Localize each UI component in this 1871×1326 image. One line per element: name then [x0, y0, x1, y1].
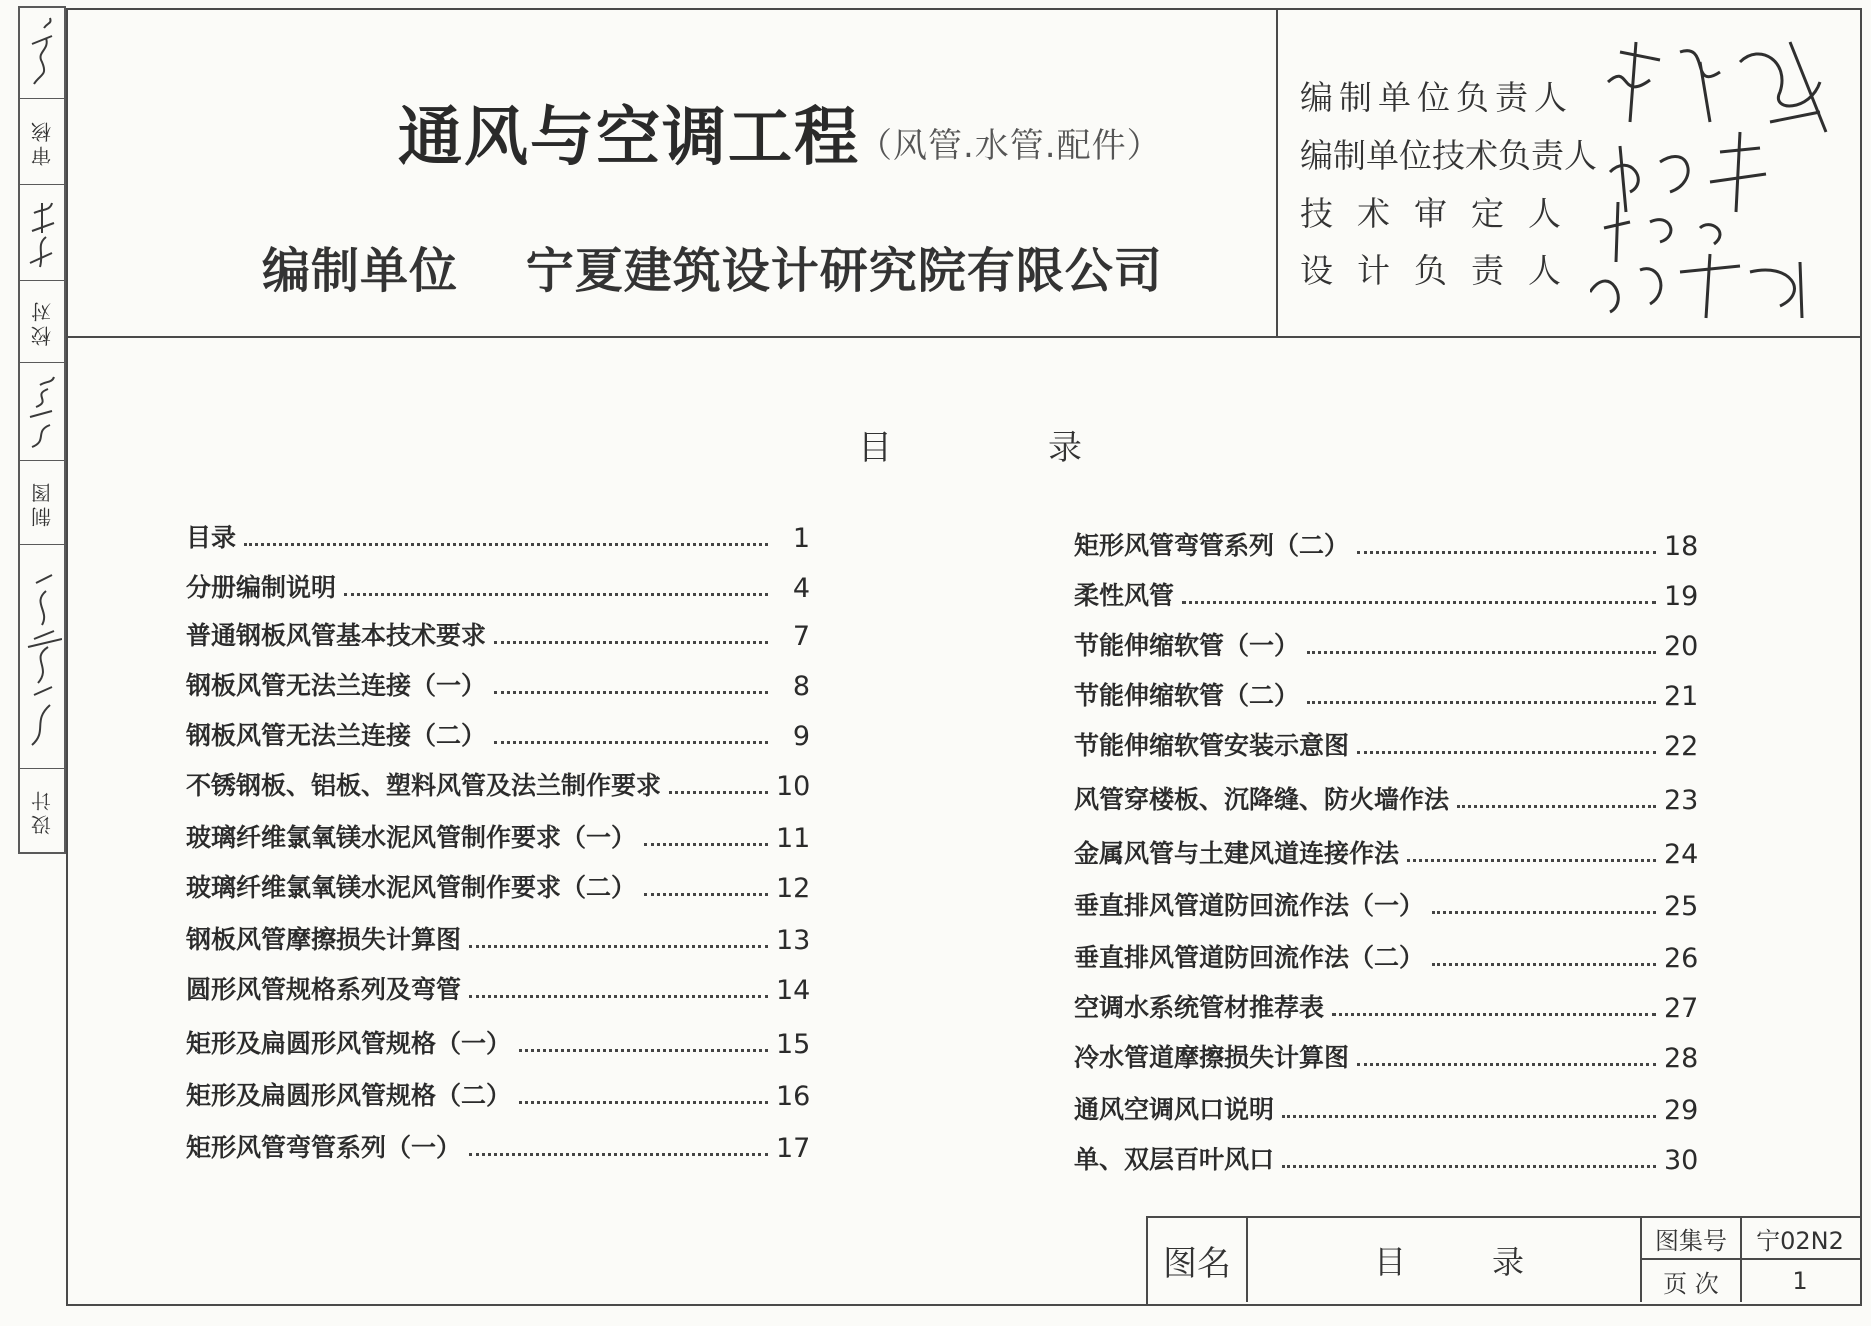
toc-entry-page: 15 — [776, 1029, 811, 1060]
toc-leader — [1357, 1063, 1656, 1066]
toc-entry-page: 7 — [792, 621, 810, 652]
signature-check — [22, 193, 62, 273]
toc-entry-title: 冷水管道摩擦损失计算图 — [1074, 1043, 1350, 1072]
toc-entry[interactable] — [186, 716, 810, 752]
toc-entry[interactable] — [186, 970, 810, 1006]
toc-leader — [1432, 911, 1656, 914]
toc-entry-page: 22 — [1664, 731, 1699, 762]
toc-entry-title: 不锈钢板、铝板、塑料风管及法兰制作要求 — [186, 771, 662, 800]
page-number-value: 1 — [1792, 1267, 1808, 1295]
toc-leader — [519, 1101, 768, 1104]
header-divider — [66, 336, 1860, 338]
toc-entry-title: 节能伸缩软管安装示意图 — [1074, 731, 1350, 760]
toc-entry[interactable] — [186, 868, 810, 904]
responsible-reviewer: 技术审定人 — [1300, 194, 1585, 233]
toc-entry-title: 金属风管与土建风道连接作法 — [1074, 839, 1400, 868]
toc-entry[interactable] — [1074, 1038, 1698, 1074]
organization-name: 宁夏建筑设计研究院有限公司 — [525, 243, 1163, 299]
toc-entry[interactable] — [1074, 988, 1698, 1024]
strip-cell-check-sign — [20, 184, 64, 280]
toc-entry-page: 12 — [776, 873, 811, 904]
drawing-name-label: 图名 — [1163, 1243, 1231, 1284]
toc-entry[interactable] — [1074, 726, 1698, 762]
toc-title-char-2: 录 — [1048, 428, 1082, 468]
strip-cell-draw-sign — [20, 362, 64, 460]
strip-label-design: 设计 — [30, 787, 55, 835]
toc-leader — [1407, 859, 1656, 862]
strip-cell-review-sign — [20, 8, 64, 98]
toc-entry-page: 25 — [1664, 891, 1699, 922]
drawing-name-char-1: 目 — [1373, 1243, 1406, 1281]
toc-entry[interactable] — [186, 568, 810, 604]
signature-draw — [22, 371, 62, 455]
atlas-number-label: 图集号 — [1655, 1226, 1727, 1255]
toc-entry[interactable] — [1074, 886, 1698, 922]
toc-leader — [494, 741, 768, 744]
strip-cell-check — [20, 280, 64, 362]
toc-entry[interactable] — [1074, 1140, 1698, 1176]
toc-entry[interactable] — [186, 518, 810, 554]
toc-entry-page: 29 — [1664, 1095, 1699, 1126]
toc-leader — [1182, 601, 1656, 604]
toc-leader — [644, 893, 768, 896]
toc-leader — [669, 791, 768, 794]
strip-label-review: 审核 — [30, 118, 55, 166]
toc-entry-title: 分册编制说明 — [186, 573, 337, 602]
toc-title-char-1: 目 — [858, 428, 892, 468]
toc-entry-page: 1 — [792, 523, 810, 554]
toc-entry-title: 空调水系统管材推荐表 — [1074, 993, 1325, 1022]
toc-entry[interactable] — [1074, 1090, 1698, 1126]
toc-entry-page: 9 — [792, 721, 810, 752]
strip-cell-review — [20, 98, 64, 184]
toc-entry-page: 11 — [776, 823, 811, 854]
toc-leader — [1307, 651, 1656, 654]
toc-entry-title: 通风空调风口说明 — [1074, 1095, 1275, 1124]
atlas-number-value: 宁02N2 — [1756, 1226, 1844, 1255]
page-subtitle: （风管.水管.配件） — [858, 126, 1162, 166]
toc-leader — [1357, 551, 1656, 554]
toc-entry[interactable] — [186, 920, 810, 956]
toc-entry-page: 20 — [1664, 631, 1699, 662]
toc-entry-title: 单、双层百叶风口 — [1074, 1145, 1275, 1174]
toc-entry-page: 18 — [1664, 531, 1699, 562]
toc-entry-page: 4 — [792, 573, 810, 604]
toc-entry[interactable] — [1074, 780, 1698, 816]
toc-entry-title: 垂直排风管道防回流作法（一） — [1074, 891, 1425, 920]
responsible-designer: 设计负责人 — [1300, 251, 1585, 290]
toc-leader — [494, 641, 768, 644]
toc-leader — [1432, 963, 1656, 966]
toc-leader — [469, 995, 768, 998]
toc-leader — [1357, 751, 1656, 754]
header-column-divider — [1276, 8, 1278, 336]
toc-leader — [494, 691, 768, 694]
title-block-divider — [1246, 1216, 1248, 1302]
toc-entry[interactable] — [1074, 576, 1698, 612]
page-number-label: 页 次 — [1663, 1269, 1719, 1298]
toc-entry-title: 矩形风管弯管系列（二） — [1074, 531, 1350, 560]
toc-entry-title: 普通钢板风管基本技术要求 — [186, 621, 487, 650]
margin-signature-strip — [18, 6, 66, 854]
toc-entry[interactable] — [1074, 526, 1698, 562]
toc-entry-title: 玻璃纤维氯氧镁水泥风管制作要求（二） — [186, 873, 637, 902]
header-signatures — [1590, 22, 1850, 322]
toc-entry[interactable] — [186, 666, 810, 702]
toc-entry-page: 26 — [1664, 943, 1699, 974]
toc-entry-page: 30 — [1664, 1145, 1699, 1176]
strip-label-check: 校对 — [30, 298, 55, 346]
toc-entry-title: 矩形及扁圆形风管规格（二） — [186, 1081, 512, 1110]
toc-entry[interactable] — [1074, 938, 1698, 974]
organization-line — [262, 232, 1163, 301]
toc-entry-page: 16 — [776, 1081, 811, 1112]
toc-entry-title: 钢板风管无法兰连接（一） — [186, 671, 487, 700]
responsible-tech-head: 编制单位技术负责人 — [1300, 136, 1597, 175]
toc-entry-title: 目录 — [186, 523, 237, 552]
toc-entry[interactable] — [186, 766, 810, 802]
toc-entry-page: 14 — [776, 975, 811, 1006]
toc-entry-title: 矩形风管弯管系列（一） — [186, 1133, 462, 1162]
toc-entry-page: 28 — [1664, 1043, 1699, 1074]
toc-entry-title: 钢板风管摩擦损失计算图 — [186, 925, 462, 954]
toc-entry-title: 垂直排风管道防回流作法（二） — [1074, 943, 1425, 972]
organization-label: 编制单位 — [262, 243, 459, 299]
toc-leader — [1282, 1165, 1656, 1168]
toc-leader — [244, 543, 768, 546]
signature-design — [22, 555, 62, 755]
strip-label-draw: 制图 — [30, 479, 55, 527]
strip-cell-design — [20, 768, 64, 852]
toc-entry-page: 23 — [1664, 785, 1699, 816]
toc-entry[interactable] — [186, 1128, 810, 1164]
toc-leader — [644, 843, 768, 846]
toc-entry-page: 8 — [792, 671, 810, 702]
responsible-org-head: 编制单位负责人 — [1300, 78, 1573, 117]
strip-cell-draw — [20, 460, 64, 544]
toc-entry-page: 17 — [776, 1133, 811, 1164]
toc-entry-page: 24 — [1664, 839, 1699, 870]
toc-entry-title: 玻璃纤维氯氧镁水泥风管制作要求（一） — [186, 823, 637, 852]
toc-entry-title: 钢板风管无法兰连接（二） — [186, 721, 487, 750]
toc-entry-page: 21 — [1664, 681, 1699, 712]
toc-entry[interactable] — [186, 616, 810, 652]
toc-entry[interactable] — [1074, 626, 1698, 662]
toc-leader — [1457, 805, 1656, 808]
toc-leader — [469, 945, 768, 948]
toc-entry[interactable] — [1074, 834, 1698, 870]
drawing-name-char-2: 录 — [1491, 1243, 1524, 1281]
toc-entry-title: 圆形风管规格系列及弯管 — [186, 975, 462, 1004]
toc-leader — [344, 593, 768, 596]
toc-entry-title: 柔性风管 — [1074, 581, 1175, 610]
toc-entry[interactable] — [186, 1024, 810, 1060]
toc-entry[interactable] — [186, 1076, 810, 1112]
toc-entry[interactable] — [186, 818, 810, 854]
toc-entry[interactable] — [1074, 676, 1698, 712]
toc-entry-title: 节能伸缩软管（二） — [1074, 681, 1300, 710]
toc-entry-page: 10 — [776, 771, 811, 802]
signature-review — [22, 14, 62, 94]
toc-leader — [1282, 1115, 1656, 1118]
toc-entry-page: 27 — [1664, 993, 1699, 1024]
toc-entry-page: 13 — [776, 925, 811, 956]
toc-entry-title: 风管穿楼板、沉降缝、防火墙作法 — [1074, 785, 1450, 814]
toc-leader — [1307, 701, 1656, 704]
toc-entry-page: 19 — [1664, 581, 1699, 612]
toc-leader — [519, 1049, 768, 1052]
toc-entry-title: 节能伸缩软管（一） — [1074, 631, 1300, 660]
toc-entry-title: 矩形及扁圆形风管规格（一） — [186, 1029, 512, 1058]
page-title: 通风与空调工程 — [398, 101, 860, 175]
toc-leader — [1332, 1013, 1656, 1016]
strip-cell-design-sign — [20, 544, 64, 768]
toc-leader — [469, 1153, 768, 1156]
